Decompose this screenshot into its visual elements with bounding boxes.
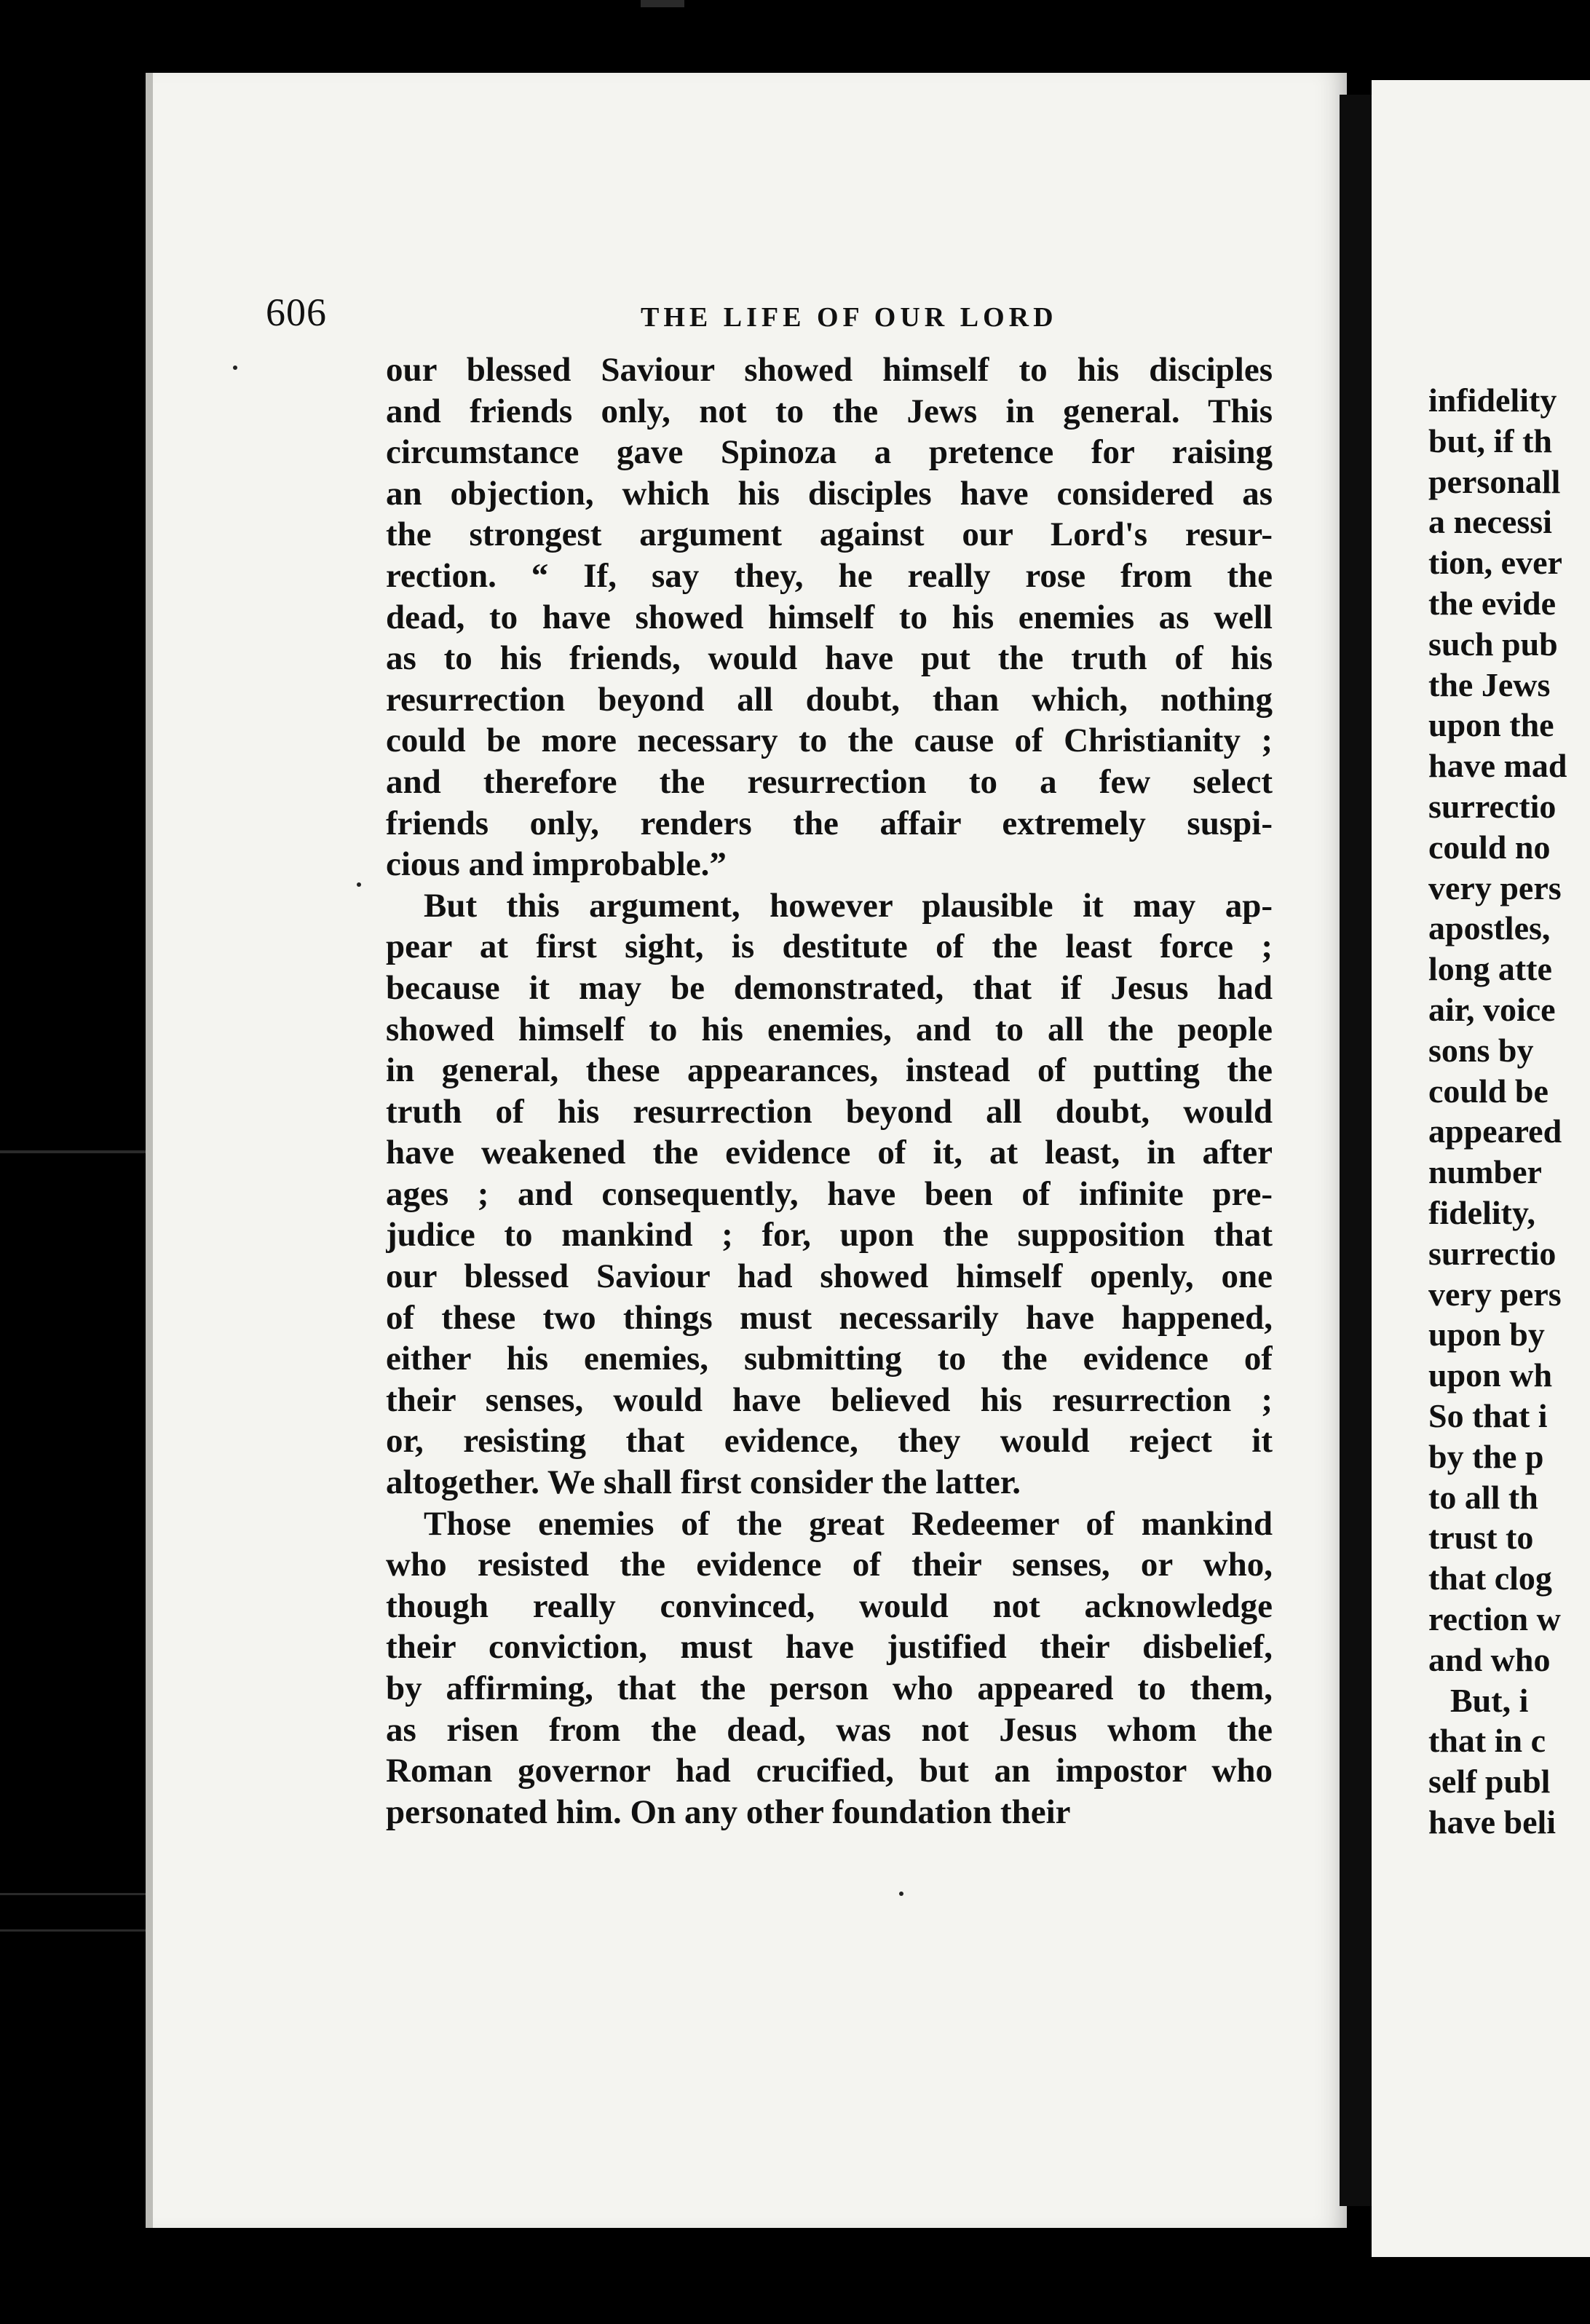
text-line: upon the: [1428, 706, 1554, 744]
speck: [357, 882, 361, 887]
text-line: long atte: [1428, 950, 1552, 988]
text-line: So that i: [1428, 1396, 1548, 1434]
text-line: that in c: [1428, 1722, 1546, 1760]
text-line: but, if th: [1428, 422, 1552, 459]
text-line: upon by: [1428, 1316, 1545, 1353]
text-line: altogether. We shall first consider the latter.: [386, 1463, 1021, 1502]
book-gutter: [1340, 95, 1372, 2206]
text-line: number: [1428, 1153, 1542, 1191]
text-line: surrectio: [1428, 1234, 1557, 1272]
text-line: pear at first sight, is destitute of the least force ;: [386, 928, 1273, 966]
speck: [233, 365, 237, 370]
text-line: apostles,: [1428, 909, 1551, 947]
text-line: ages ; and consequently, have been of infinite pre-: [386, 1174, 1273, 1213]
text-line: air, voice: [1428, 990, 1556, 1028]
page-number: 606: [266, 290, 327, 334]
text-line: infidelity: [1428, 382, 1557, 419]
text-line: our blessed Saviour had showed himself openly, one: [386, 1257, 1273, 1296]
text-line: personated him. On any other foundation their: [386, 1793, 1071, 1831]
text-line: have mad: [1428, 747, 1567, 785]
text-line: judice to mankind ; for, upon the supposition that: [386, 1216, 1273, 1254]
text-line: could no: [1428, 828, 1551, 866]
text-line: showed himself to his enemies, and to all the people: [386, 1010, 1273, 1048]
text-line: have beli: [1428, 1803, 1557, 1841]
right-page: [1372, 80, 1590, 2257]
text-line: cious and improbable.”: [386, 845, 727, 884]
text-line: appeared: [1428, 1112, 1562, 1150]
text-line: very pers: [1428, 869, 1562, 906]
text-line: that clog: [1428, 1560, 1552, 1597]
text-line: such pub: [1428, 625, 1558, 663]
text-line: our blessed Saviour showed himself to his disciples: [386, 351, 1273, 389]
text-line: the Jews: [1428, 665, 1551, 703]
text-line: either his enemies, submitting to the evidence of: [386, 1340, 1273, 1378]
right-page-text: [1428, 380, 1590, 1843]
text-line: tion, ever: [1428, 544, 1562, 582]
text-line: Those enemies of the great Redeemer of mankind: [424, 1504, 1273, 1543]
text-line: as risen from the dead, was not Jesus whom the: [386, 1710, 1273, 1749]
text-line: the evide: [1428, 584, 1557, 622]
text-line: a necessi: [1428, 503, 1552, 541]
text-line: Roman governor had crucified, but an impostor who: [386, 1752, 1273, 1790]
text-line: their senses, would have believed his resurrection ;: [386, 1380, 1273, 1419]
text-line: who resisted the evidence of their senses, or who,: [386, 1546, 1273, 1584]
text-line: But, i: [1450, 1681, 1529, 1719]
text-line: though really convinced, would not acknowledge: [386, 1586, 1273, 1625]
text-line: by affirming, that the person who appeared to them,: [386, 1669, 1273, 1707]
text-line: have weakened the evidence of it, at least, in after: [386, 1134, 1273, 1172]
text-line: resurrection beyond all doubt, than which, nothing: [386, 680, 1273, 719]
text-line: rection. “ If, say they, he really rose from the: [386, 556, 1273, 595]
text-line: to all th: [1428, 1478, 1538, 1516]
text-line: by the p: [1428, 1437, 1544, 1475]
text-line: surrectio: [1428, 787, 1557, 825]
text-line: because it may be demonstrated, that if Jesus had: [386, 968, 1273, 1007]
text-line: very pers: [1428, 1275, 1562, 1313]
text-line: their conviction, must have justified their disbelief,: [386, 1628, 1273, 1667]
text-line: could be more necessary to the cause of Christianity ;: [386, 722, 1273, 760]
text-line: trust to: [1428, 1519, 1534, 1557]
text-line: self publ: [1428, 1763, 1551, 1801]
text-line: truth of his resurrection beyond all doubt, would: [386, 1092, 1273, 1131]
text-line: rection w: [1428, 1600, 1561, 1637]
text-line: or, resisting that evidence, they would reject it: [386, 1422, 1273, 1461]
text-line: as to his friends, would have put the truth of his: [386, 639, 1273, 678]
text-line: and therefore the resurrection to a few select: [386, 762, 1273, 801]
text-line: and friends only, not to the Jews in general. This: [386, 392, 1273, 430]
text-line: friends only, renders the affair extremely suspi-: [386, 804, 1273, 842]
text-line: and who: [1428, 1640, 1551, 1678]
text-line: dead, to have showed himself to his enemies as well: [386, 598, 1273, 636]
text-line: But this argument, however plausible it may ap-: [424, 886, 1273, 925]
text-line: upon wh: [1428, 1356, 1553, 1394]
text-line: circumstance gave Spinoza a pretence for raising: [386, 433, 1273, 472]
text-line: the strongest argument against our Lord's resur-: [386, 515, 1273, 554]
text-line: fidelity,: [1428, 1193, 1535, 1231]
text-line: personall: [1428, 462, 1561, 500]
left-page-text: [386, 349, 1273, 1833]
text-line: could be: [1428, 1072, 1549, 1110]
page-header: [266, 290, 1285, 341]
running-head: THE LIFE OF OUR LORD: [641, 302, 1058, 333]
text-line: an objection, which his disciples have considered as: [386, 474, 1273, 513]
text-line: in general, these appearances, instead of putting the: [386, 1051, 1273, 1090]
text-line: of these two things must necessarily have happened,: [386, 1298, 1273, 1337]
speck: [899, 1892, 903, 1896]
text-line: sons by: [1428, 1031, 1534, 1069]
